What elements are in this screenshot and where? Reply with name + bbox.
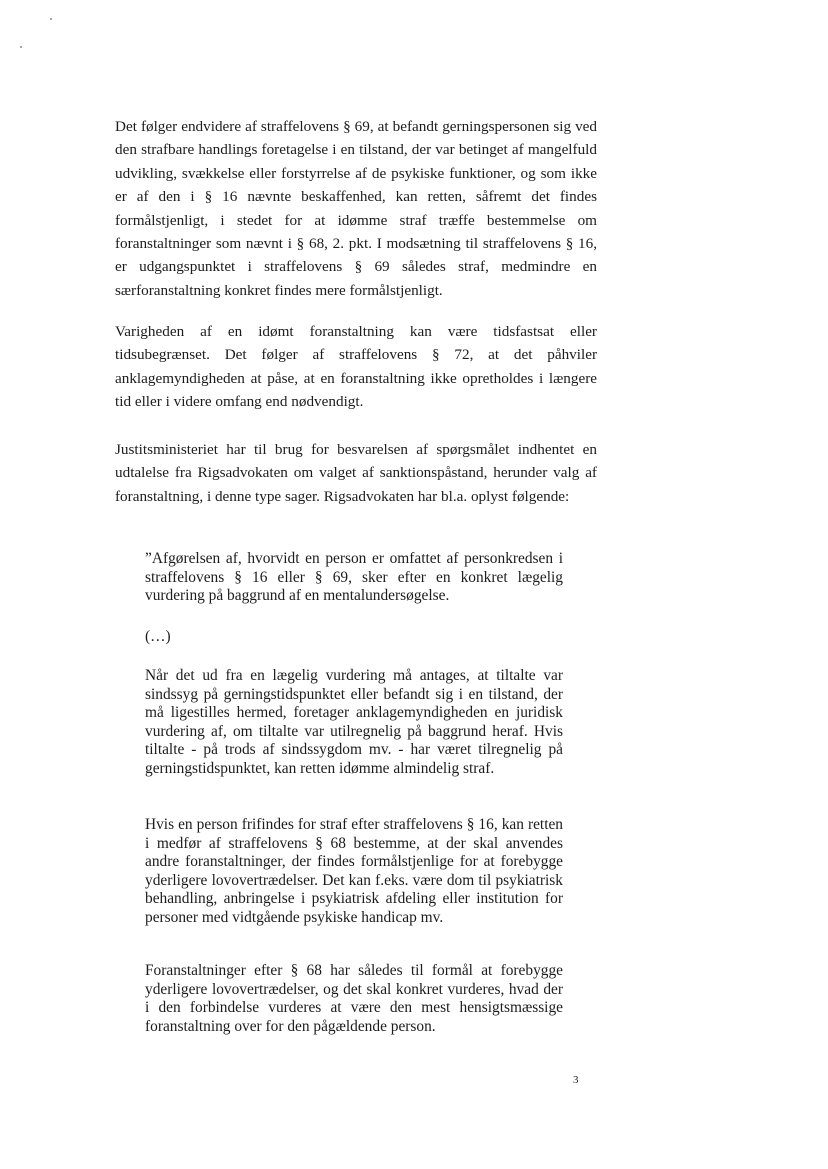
body-paragraph: Det følger endvidere af straffelovens § 69, at befandt gerningspersonen sig ved den strafbare handlings foretagelse i en tilstand, der var betinget af mangelfuld udvikling, svækkelse eller forstyrrelse af de psykiske funktioner, og som ikke er af den i § 16 nævnte beskaffenhed, kan retten, såfremt det findes formålstjenligt, i stedet for at idømme straf træffe bestemmelse om foranstaltninger som nævnt i § 68, 2. pkt. I modsætning til straffelovens § 16, er udgangspunktet i straffelovens § 69 således straf, medmindre en særforanstaltning konkret findes mere formålstjenligt. xyxy=(115,118,597,299)
quote-paragraph: Når det ud fra en lægelig vurdering må antages, at tiltalte var sindssyg på gerningstidspunktet eller befandt sig i en tilstand, der må ligestilles hermed, foretager anklagemyndigheden en juridisk vurdering af, om tiltalte var utilregnelig på baggrund heraf. Hvis tiltalte - på trods af sindssygdom mv. - har været tilregnelig på gerningstidspunktet, kan retten idømme almindelig straf. xyxy=(145,667,563,777)
page-number: 3 xyxy=(573,1074,579,1086)
quote-paragraph: ”Afgørelsen af, hvorvidt en person er omfattet af personkredsen i straffelovens § 16 eller § 69, sker efter en konkret lægelig vurdering på baggrund af en mentalundersøgelse. xyxy=(145,550,563,605)
scan-speck xyxy=(20,46,22,48)
body-paragraph: Varigheden af en idømt foranstaltning kan være tidsfastsat eller tidsubegrænset. Det følger af straffelovens § 72, at det påhviler anklagemyndigheden at påse, at en foranstaltning ikke opretholdes i længere tid eller i videre omfang end nødvendigt. xyxy=(115,323,597,411)
scan-speck xyxy=(50,18,52,20)
body-paragraph: Justitsministeriet har til brug for besvarelsen af spørgsmålet indhentet en udtalelse fra Rigsadvokaten om valget af sanktionspåstand, herunder valg af foranstaltning, i denne type sager. Rigsadvokaten har bl.a. oplyst følgende: xyxy=(115,441,597,505)
quote-ellipsis: (…) xyxy=(145,628,171,645)
quote-paragraph: Foranstaltninger efter § 68 har således til formål at forebygge yderligere lovovertrædelser, og det skal konkret vurderes, hvad der i den forbindelse vurderes at være den mest hensigtsmæssige foranstaltning over for den pågældende person. xyxy=(145,962,563,1035)
quote-paragraph: Hvis en person frifindes for straf efter straffelovens § 16, kan retten i medfør af straffelovens § 68 bestemme, at der skal anvendes andre foranstaltninger, der findes formålstjenlige for at forebygge yderligere lovovertrædelser. Det kan f.eks. være dom til psykiatrisk behandling, anbringelse i psykiatrisk afdeling eller institution for personer med vidtgående psykiske handicap mv. xyxy=(145,816,563,926)
